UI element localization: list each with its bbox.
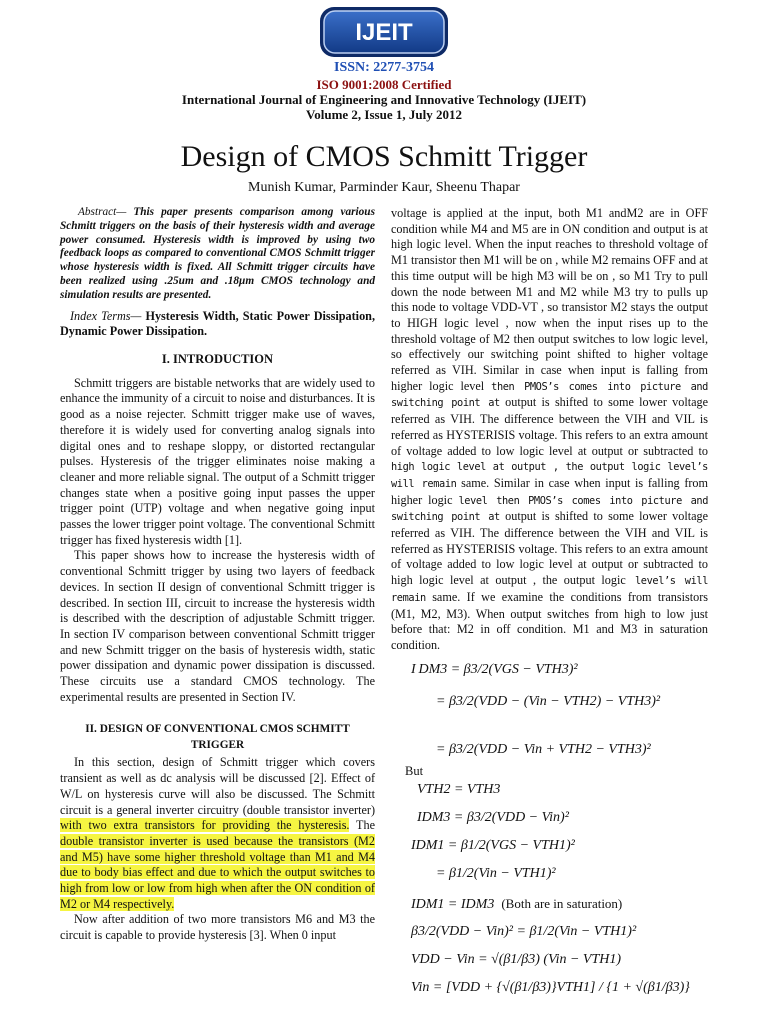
right-column — [391, 206, 708, 1014]
equation-10: VDD − Vin = √(β1/β3) (Vin − VTH1) — [411, 951, 622, 967]
section-heading-design — [60, 721, 375, 753]
right-mono-3: level then PMOS’s comes into picture and switching point at — [391, 494, 708, 524]
design-text-b: The — [349, 818, 375, 833]
right-mono-1: then PMOS’s comes into picture and switching point at — [391, 380, 708, 410]
index-terms-text: Hysteresis Width, Static Power Dissipation, Dynamic Power Dissipation. — [60, 308, 375, 339]
intro-paragraph-1: Schmitt triggers are bistable networks that are widely used to enhance the immunity of a circuit to noise and disturbances. It is good as a noise rejecter. Schmitt trigger make use of waves, therefore it is widely used for converting analog signals into digital ones and to reshape sloppy, or distorted rectangular pulses. Hysteresis of the trigger eliminates noise making a cleaner and more reliable signal. The output of a Schmitt trigger changes state when a positive going input passes the upper trigger point (UTP) voltage and when negative going input passes the lower trigger point voltage. The conventional Schmitt trigger has fixed hysteresis width [1]. — [60, 375, 375, 547]
equation-1: I DM3 = β3/2(VGS − VTH3)² — [411, 661, 578, 677]
but-label: But — [405, 763, 424, 778]
right-text-4: output is shifted to some lower voltage referred as VIH. The difference between the VIH and VIL is referred as HYSTERISIS voltage. This refers to an extra amount of voltage added to low logic level at output or subtracted to high logic level at output , the output logic — [391, 509, 709, 588]
section-heading-line-2: TRIGGER — [190, 739, 245, 752]
section-heading-line-1: II. DESIGN OF CONVENTIONAL CMOS SCHMITT — [85, 723, 350, 736]
right-mono-4: level’s will remain — [391, 575, 708, 604]
right-mono-2: high logic level at output , the output logic level’s will remain — [391, 461, 708, 490]
abstract-text: This paper presents comparison among various Schmitt triggers on the basis of their hysteresis width and average power consumed. Hysteresis width is improved by using two feedback loops as compared to conventional CMOS Schmitt trigger whose hysteresis width is fixed. All Schmitt trigger circuits have been realized using .25um and .18μm CMOS technology and simulation results are presented. — [60, 206, 375, 301]
iso-certification: ISO 9001:2008 Certified — [316, 77, 452, 92]
left-column — [60, 206, 375, 944]
equation-2: = β3/2(VDD − (Vin − VTH2) − VTH3)² — [436, 693, 661, 709]
design-paragraph-1 — [60, 755, 375, 912]
equation-8-note: (Both are in saturation) — [501, 895, 623, 911]
intro-paragraph-2: This paper shows how to increase the hysteresis width of conventional Schmitt trigger by using two layers of feedback devices. In section II design of conventional Schmitt trigger is described. In section III, circuit to increase the hysteresis width is described with the description of adjustable Schmitt trigger. In section IV comparison between conventional Schmitt trigger and new Schmitt trigger on the basis of hysteresis width, static power dissipation and dynamic power dissipation is discussed. These circuits use a standard CMOS technology. The experimental results are presented in Section IV. — [60, 548, 375, 704]
equation-8 — [411, 896, 622, 913]
equation-9: β3/2(VDD − Vin)² = β1/2(Vin − VTH1)² — [411, 923, 637, 939]
right-text-3: same. Similar in case when input is falling from higher logic — [391, 475, 709, 507]
equation-3: = β3/2(VDD − Vin + VTH2 − VTH3)² — [436, 741, 651, 757]
right-paragraph — [391, 206, 708, 654]
equation-11: Vin = [VDD + {√(β1/β3)}VTH1] / {1 + √(β1/β3)} — [411, 979, 690, 995]
right-text-2: output is shifted to some lower voltage referred as VIH. The difference between the VIH and VIL is referred as HYSTERISIS voltage. This refers to an extra amount of voltage added to low logic level at output or subtracted to — [391, 395, 709, 458]
paper-title: Design of CMOS Schmitt Trigger — [180, 140, 588, 173]
abstract-label: Abstract— — [78, 206, 127, 218]
equation-4: VTH2 = VTH3 — [417, 781, 501, 797]
paper-authors: Munish Kumar, Parminder Kaur, Sheenu Thapar — [248, 180, 520, 195]
design-text-a: In this section, design of Schmitt trigger which covers transient as well as dc analysis will be discussed [2]. Effect of W/L on hysteresis curve will also be discussed. The Schmitt circuit is a general inverter circuitry (double transistor inverter) — [60, 755, 375, 817]
equation-5: IDM3 = β3/2(VDD − Vin)² — [417, 809, 569, 825]
volume-issue: Volume 2, Issue 1, July 2012 — [306, 107, 462, 122]
highlighted-text-2: double transistor inverter is used because the transistors (M2 and M5) have some higher threshold voltage than M1 and M4 due to body bias effect and due to which the output switches to high from low or low from high when after the ON condition of M2 or M4 respectively. — [60, 833, 375, 911]
journal-name: International Journal of Engineering and Innovative Technology (IJEIT) — [181, 92, 587, 107]
journal-logo — [318, 4, 450, 60]
logo-text: IJEIT — [355, 19, 413, 46]
section-heading-introduction: I. INTRODUCTION — [161, 351, 274, 366]
equation-7: = β1/2(Vin − VTH1)² — [436, 865, 556, 881]
right-text-1: voltage is applied at the input, both M1 andM2 are in OFF condition while M4 and M5 are in ON condition and output is at high logic level. When the input reaches to threshold voltage of M1 transistor then M1 will be on , while M2 remains OFF and at this time output will be high M3 will be on , so M1 Try to pull down the node between M1 and M2 while M3 try to pulls up this node to voltage VDD-VT , so transistor M2 stays the output to HIGH logic level , now when the input rises up to the threshold voltage of M2 then output switches to low logic level, so effectively our switching point shifted to higher voltage referred as VIH. Similar in case when input is falling from higher logic level — [391, 206, 708, 393]
equation-8-expr: IDM1 = IDM3 — [411, 896, 495, 912]
equation-6: IDM1 = β1/2(VGS − VTH1)² — [411, 837, 575, 853]
design-paragraph-2: Now after addition of two more transistors M6 and M3 the circuit is capable to provide hysteresis [3]. When 0 input — [60, 912, 375, 943]
right-text-5: same. If we examine the conditions from transistors (M1, M2, M3). When output switches from high to low just before that: M2 in off condition. M1 and M3 in saturation condition. — [391, 589, 708, 652]
index-terms — [60, 309, 375, 340]
index-terms-label: Index Terms— — [70, 308, 142, 323]
equation-block — [391, 654, 708, 1014]
issn-line: ISSN: 2277-3754 — [334, 60, 434, 75]
highlighted-text-1: with two extra transistors for providing the hysteresis. — [60, 818, 350, 833]
abstract — [60, 206, 375, 303]
